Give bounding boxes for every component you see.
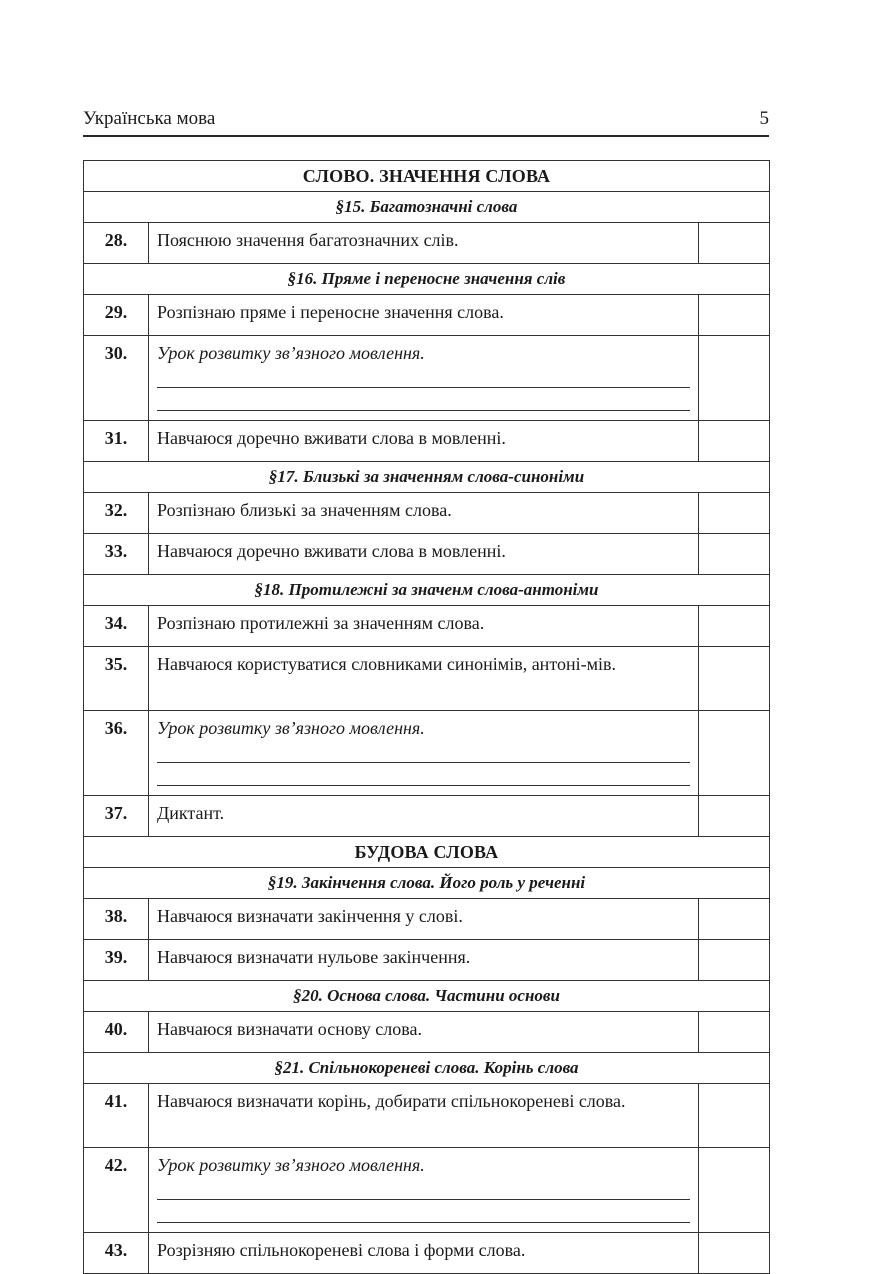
lesson-row <box>84 1012 770 1053</box>
lesson-number: 43. <box>84 1233 149 1274</box>
lesson-number: 29. <box>84 295 149 336</box>
lesson-description: Розрізняю спільнокореневі слова і форми слова. <box>149 1233 699 1274</box>
topic-heading-row <box>84 264 770 295</box>
lesson-description: Навчаюся визначати нульове закінчення. <box>149 940 699 981</box>
topic-heading-row <box>84 192 770 223</box>
lesson-row <box>84 940 770 981</box>
lesson-number: 33. <box>84 534 149 575</box>
topic-heading-row <box>84 1053 770 1084</box>
lesson-row <box>84 1233 770 1274</box>
mark-cell[interactable] <box>699 1012 770 1053</box>
topic-heading: §21. Спільнокореневі слова. Корінь слова <box>84 1053 770 1084</box>
write-in-line[interactable] <box>157 365 690 388</box>
lesson-row <box>84 295 770 336</box>
lesson-plan-body <box>84 161 770 1274</box>
lesson-row <box>84 1148 770 1233</box>
mark-cell[interactable] <box>699 711 770 796</box>
mark-cell[interactable] <box>699 1148 770 1233</box>
mark-cell[interactable] <box>699 534 770 575</box>
mark-cell[interactable] <box>699 493 770 534</box>
mark-cell[interactable] <box>699 647 770 711</box>
topic-heading: §15. Багатозначні слова <box>84 192 770 223</box>
lesson-number: 31. <box>84 421 149 462</box>
lesson-description <box>149 711 699 796</box>
lesson-description: Розпізнаю пряме і переносне значення слова. <box>149 295 699 336</box>
lesson-description: Навчаюся користуватися словниками синонімів, антоні-мів. <box>149 647 699 711</box>
lesson-description: Навчаюся визначати закінчення у слові. <box>149 899 699 940</box>
lesson-description <box>149 336 699 421</box>
lesson-number: 34. <box>84 606 149 647</box>
topic-heading: §18. Протилежні за значенм слова-антоніми <box>84 575 770 606</box>
write-in-line[interactable] <box>157 388 690 411</box>
lesson-description: Навчаюся доречно вживати слова в мовленні. <box>149 534 699 575</box>
section-heading-row <box>84 161 770 192</box>
lesson-row <box>84 336 770 421</box>
lesson-number: 28. <box>84 223 149 264</box>
topic-heading-row <box>84 868 770 899</box>
lesson-number: 36. <box>84 711 149 796</box>
topic-heading-row <box>84 575 770 606</box>
page-header-title: Українська мова <box>83 108 216 129</box>
page-number: 5 <box>759 108 769 129</box>
mark-cell[interactable] <box>699 1084 770 1148</box>
topic-heading-row <box>84 981 770 1012</box>
topic-heading: §17. Близькі за значенням слова-синоніми <box>84 462 770 493</box>
lesson-number: 39. <box>84 940 149 981</box>
lesson-row <box>84 1084 770 1148</box>
lesson-description: Навчаюся доречно вживати слова в мовленні. <box>149 421 699 462</box>
lesson-title: Урок розвитку зв’язного мовлення. <box>157 718 425 738</box>
lesson-description: Диктант. <box>149 796 699 837</box>
lesson-description: Розпізнаю близькі за значенням слова. <box>149 493 699 534</box>
lesson-number: 41. <box>84 1084 149 1148</box>
mark-cell[interactable] <box>699 336 770 421</box>
section-heading: СЛОВО. ЗНАЧЕННЯ СЛОВА <box>84 161 770 192</box>
mark-cell[interactable] <box>699 606 770 647</box>
write-in-line[interactable] <box>157 763 690 786</box>
lesson-number: 40. <box>84 1012 149 1053</box>
lesson-row <box>84 711 770 796</box>
mark-cell[interactable] <box>699 899 770 940</box>
lesson-row <box>84 606 770 647</box>
lesson-row <box>84 421 770 462</box>
lesson-description: Навчаюся визначати корінь, добирати спільнокореневі слова. <box>149 1084 699 1148</box>
mark-cell[interactable] <box>699 223 770 264</box>
lesson-number: 32. <box>84 493 149 534</box>
section-heading: БУДОВА СЛОВА <box>84 837 770 868</box>
lesson-row <box>84 899 770 940</box>
lesson-row <box>84 223 770 264</box>
lesson-title: Урок розвитку зв’язного мовлення. <box>157 1155 425 1175</box>
lesson-plan-table <box>83 160 770 1274</box>
lesson-row <box>84 534 770 575</box>
topic-heading: §16. Пряме і переносне значення слів <box>84 264 770 295</box>
mark-cell[interactable] <box>699 421 770 462</box>
lesson-description: Навчаюся визначати основу слова. <box>149 1012 699 1053</box>
lesson-number: 30. <box>84 336 149 421</box>
lesson-description <box>149 1148 699 1233</box>
lesson-number: 37. <box>84 796 149 837</box>
topic-heading-row <box>84 462 770 493</box>
mark-cell[interactable] <box>699 796 770 837</box>
write-in-line[interactable] <box>157 1200 690 1223</box>
lesson-row <box>84 796 770 837</box>
mark-cell[interactable] <box>699 940 770 981</box>
lesson-description: Розпізнаю протилежні за значенням слова. <box>149 606 699 647</box>
lesson-description: Пояснюю значення багатозначних слів. <box>149 223 699 264</box>
topic-heading: §20. Основа слова. Частини основи <box>84 981 770 1012</box>
topic-heading: §19. Закінчення слова. Його роль у реченні <box>84 868 770 899</box>
lesson-number: 38. <box>84 899 149 940</box>
mark-cell[interactable] <box>699 295 770 336</box>
write-in-line[interactable] <box>157 740 690 763</box>
lesson-title: Урок розвитку зв’язного мовлення. <box>157 343 425 363</box>
lesson-row <box>84 647 770 711</box>
lesson-row <box>84 493 770 534</box>
lesson-number: 35. <box>84 647 149 711</box>
section-heading-row <box>84 837 770 868</box>
mark-cell[interactable] <box>699 1233 770 1274</box>
lesson-number: 42. <box>84 1148 149 1233</box>
page-header <box>83 103 769 137</box>
write-in-line[interactable] <box>157 1177 690 1200</box>
